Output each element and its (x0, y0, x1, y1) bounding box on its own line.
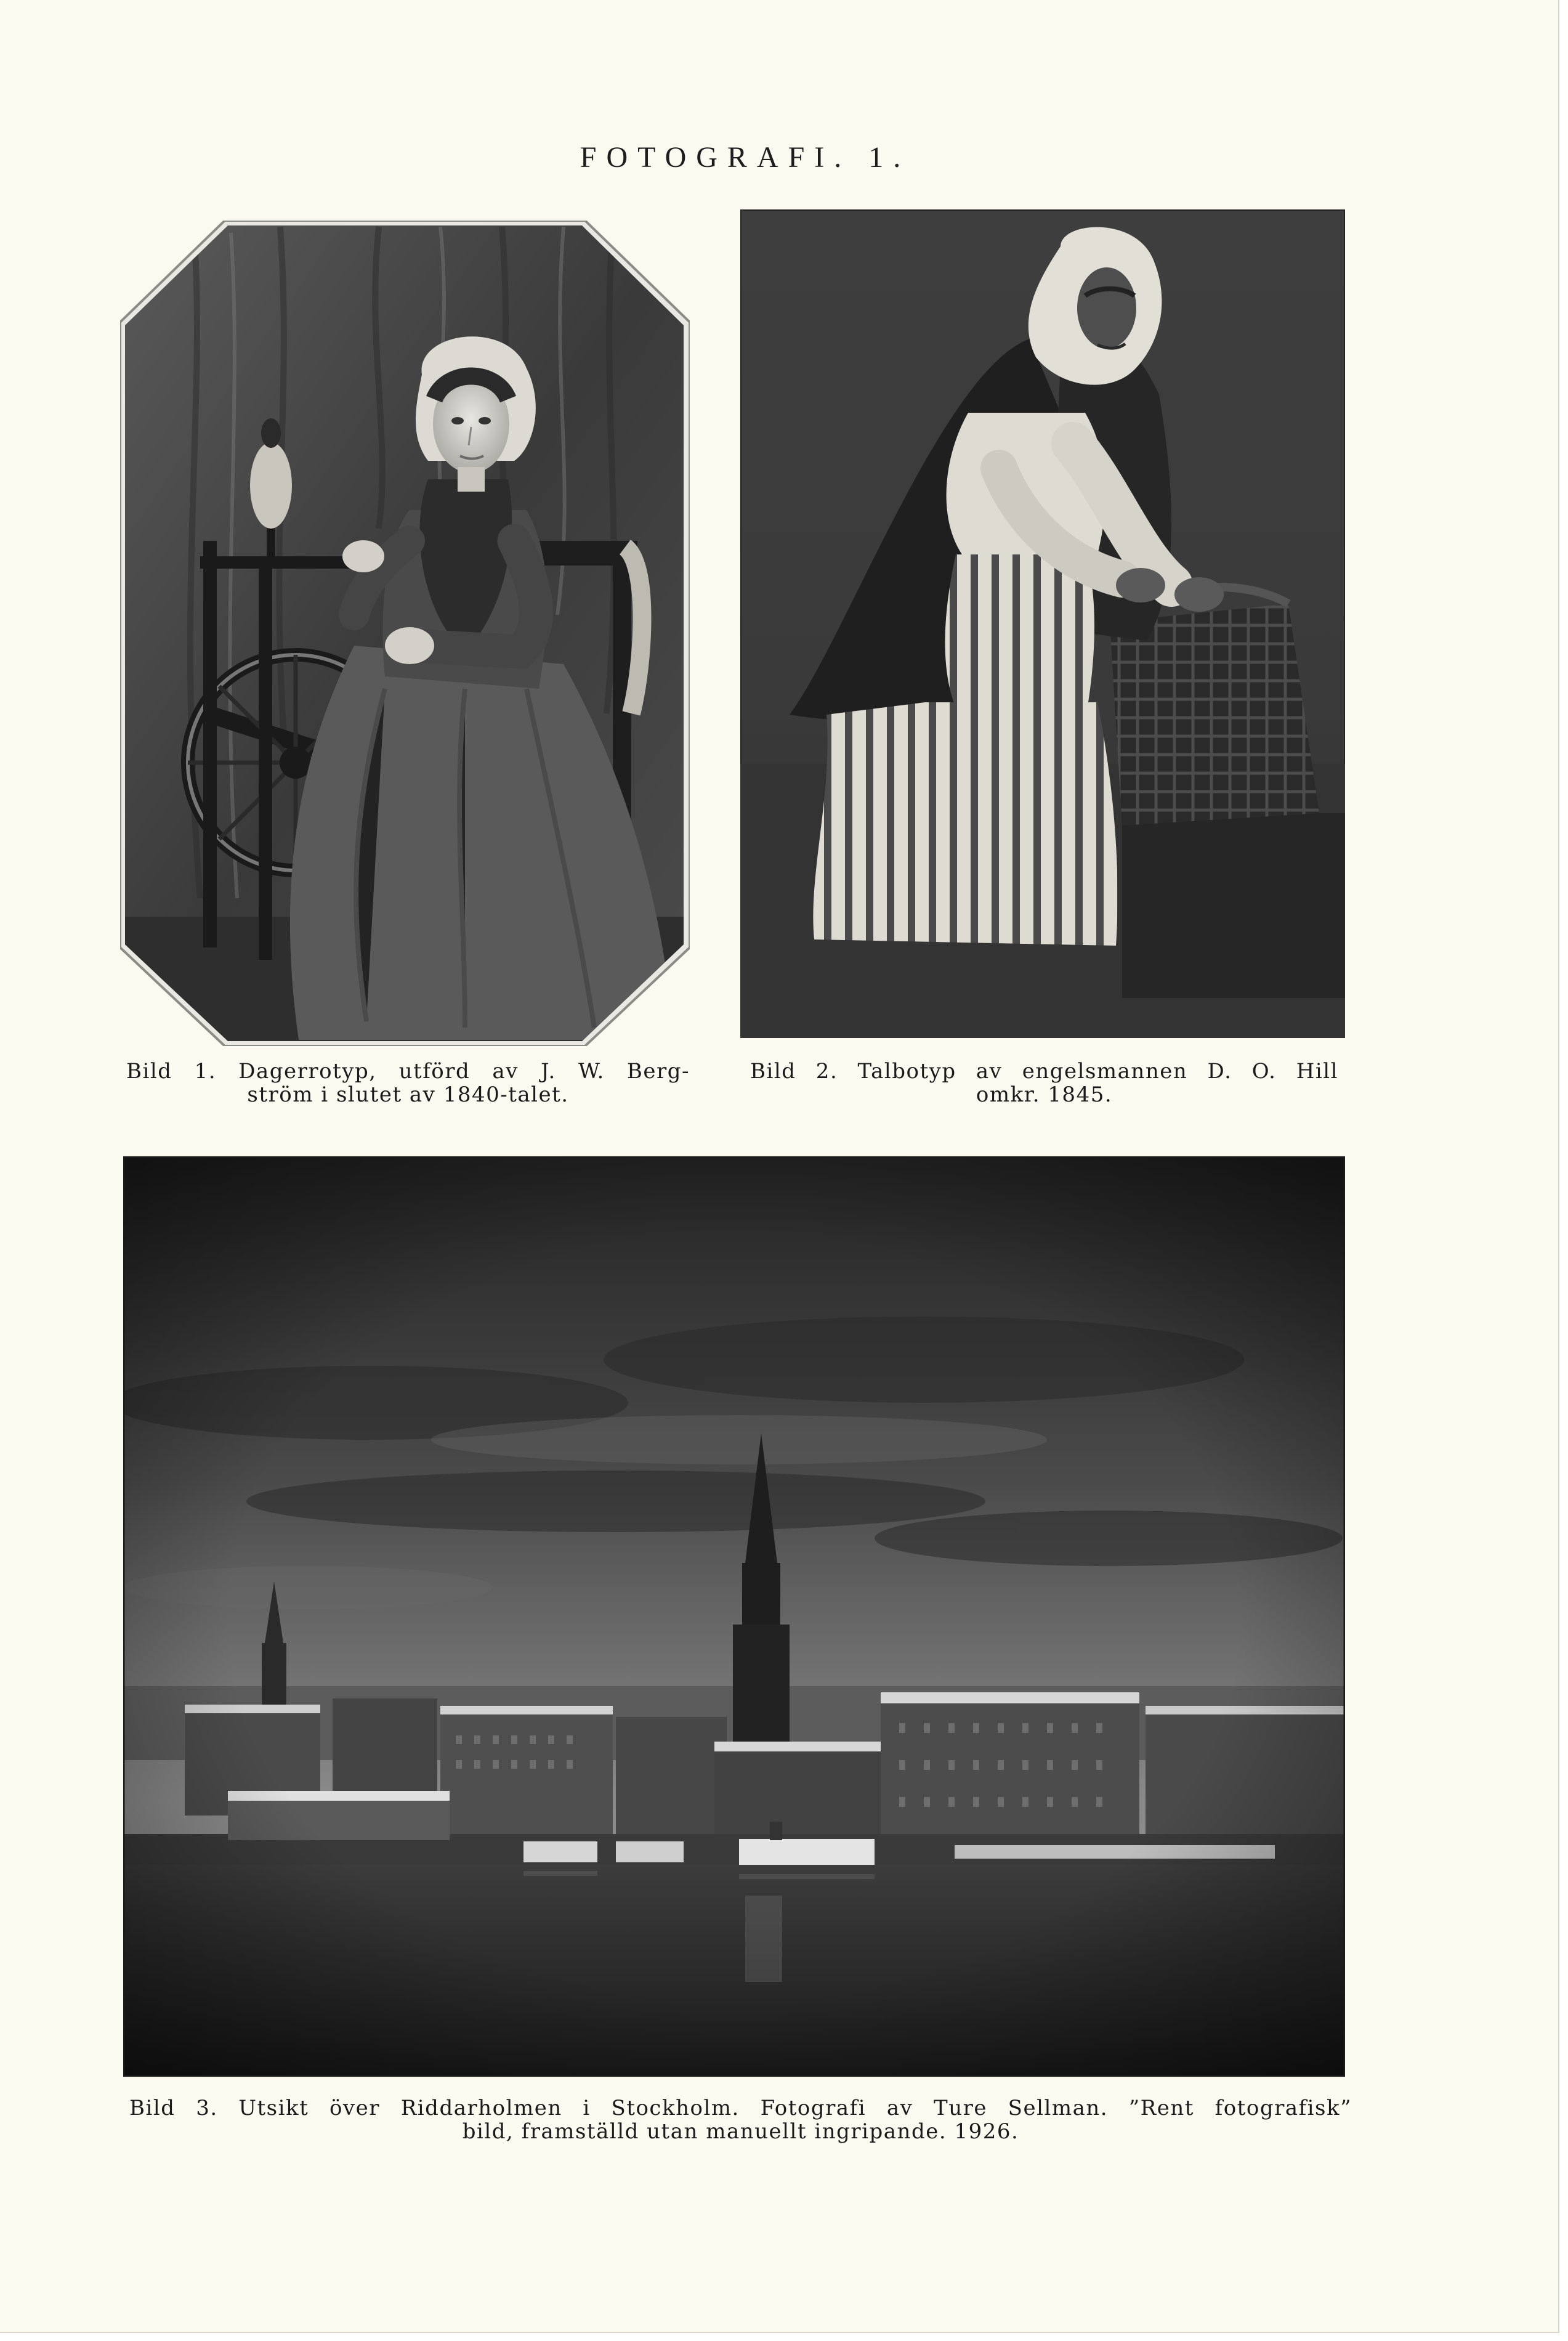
photo-daguerreotype (120, 221, 690, 1046)
caption-bild-3-line2: bild, framställd utan manuellt ingripande. 1926. (462, 2119, 1019, 2144)
caption-bild-1-line1: Bild 1. Dagerrotyp, utförd av J. W. Berg- (126, 1059, 690, 1084)
daguerreotype-illustration (120, 221, 690, 1046)
page-title: FOTOGRAFI. 1. (580, 141, 911, 174)
caption-bild-2-line2: omkr. 1845. (976, 1082, 1113, 1107)
caption-bild-2 (750, 1060, 1338, 1106)
caption-bild-1-line2: ström i slutet av 1840-talet. (247, 1082, 569, 1107)
caption-bild-3 (129, 2096, 1352, 2143)
caption-bild-2-line1: Bild 2. Talbotyp av engelsmannen D. O. Hill (750, 1059, 1338, 1084)
caption-bild-3-line1: Bild 3. Utsikt över Riddarholmen i Stockholm. Fotografi av Ture Sellman. ”Rent fotografisk” (129, 2096, 1352, 2120)
talbotype-illustration (740, 209, 1345, 1038)
caption-bild-1 (126, 1060, 690, 1106)
photo-talbotype (740, 209, 1345, 1038)
riddarholmen-illustration (123, 1156, 1345, 2077)
photo-riddarholmen (123, 1156, 1345, 2077)
